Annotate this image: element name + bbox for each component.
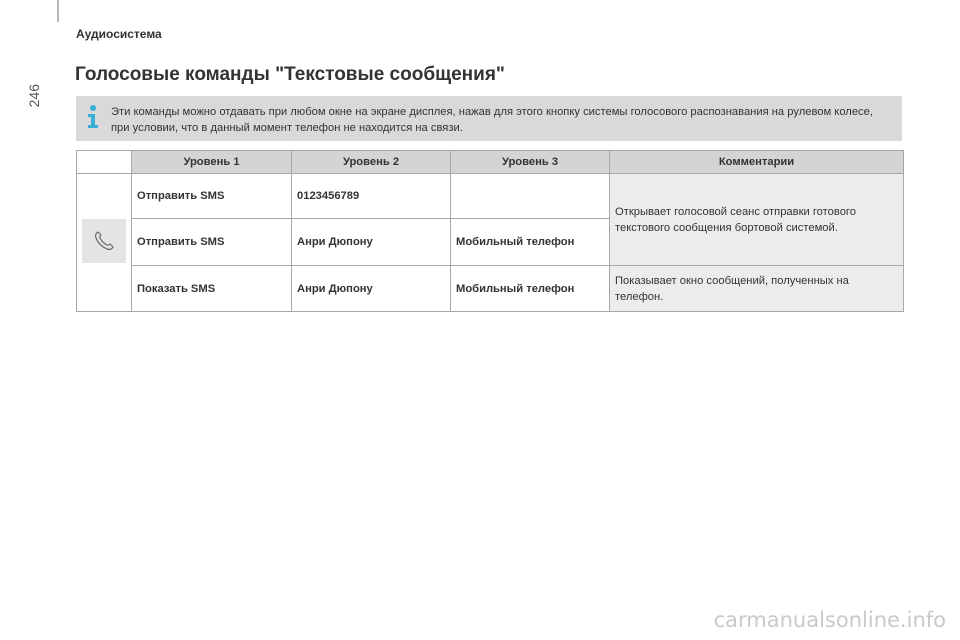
header-level-1: Уровень 1	[132, 151, 292, 174]
table-header-row	[77, 151, 904, 174]
header-comments: Комментарии	[610, 151, 904, 174]
row2-level3: Мобильный телефон	[451, 219, 610, 266]
voice-commands-table	[76, 150, 904, 312]
row1-level3	[451, 174, 610, 219]
row3-level3: Мобильный телефон	[451, 266, 610, 312]
row3-level1: Показать SMS	[132, 266, 292, 312]
comment-send-sms: Открывает голосовой сеанс отправки готового текстового сообщения бортовой системой.	[610, 174, 904, 266]
page-number: 246	[26, 84, 42, 108]
header-level-2: Уровень 2	[292, 151, 451, 174]
phone-icon-cell	[77, 174, 132, 312]
info-box	[76, 96, 902, 141]
phone-icon	[82, 219, 126, 263]
row1-level1: Отправить SMS	[132, 174, 292, 219]
section-header: Аудиосистема	[76, 27, 162, 41]
page-title: Голосовые команды "Текстовые сообщения"	[75, 64, 505, 85]
header-blank	[77, 151, 132, 174]
row3-level2: Анри Дюпону	[292, 266, 451, 312]
row1-level2: 0123456789	[292, 174, 451, 219]
info-icon	[85, 104, 101, 130]
row2-level2: Анри Дюпону	[292, 219, 451, 266]
watermark: carmanualsonline.info	[713, 608, 946, 632]
info-text: Эти команды можно отдавать при любом окне на экране дисплея, нажав для этого кнопку системы голосового распознавания на рулевом колесе, при условии, что в данный момент телефон не находится на связи.	[111, 106, 873, 134]
table-row	[77, 266, 904, 312]
comment-show-sms: Показывает окно сообщений, полученных на телефон.	[610, 266, 904, 312]
margin-line	[57, 0, 59, 22]
header-level-3: Уровень 3	[451, 151, 610, 174]
table-row	[77, 174, 904, 219]
row2-level1: Отправить SMS	[132, 219, 292, 266]
